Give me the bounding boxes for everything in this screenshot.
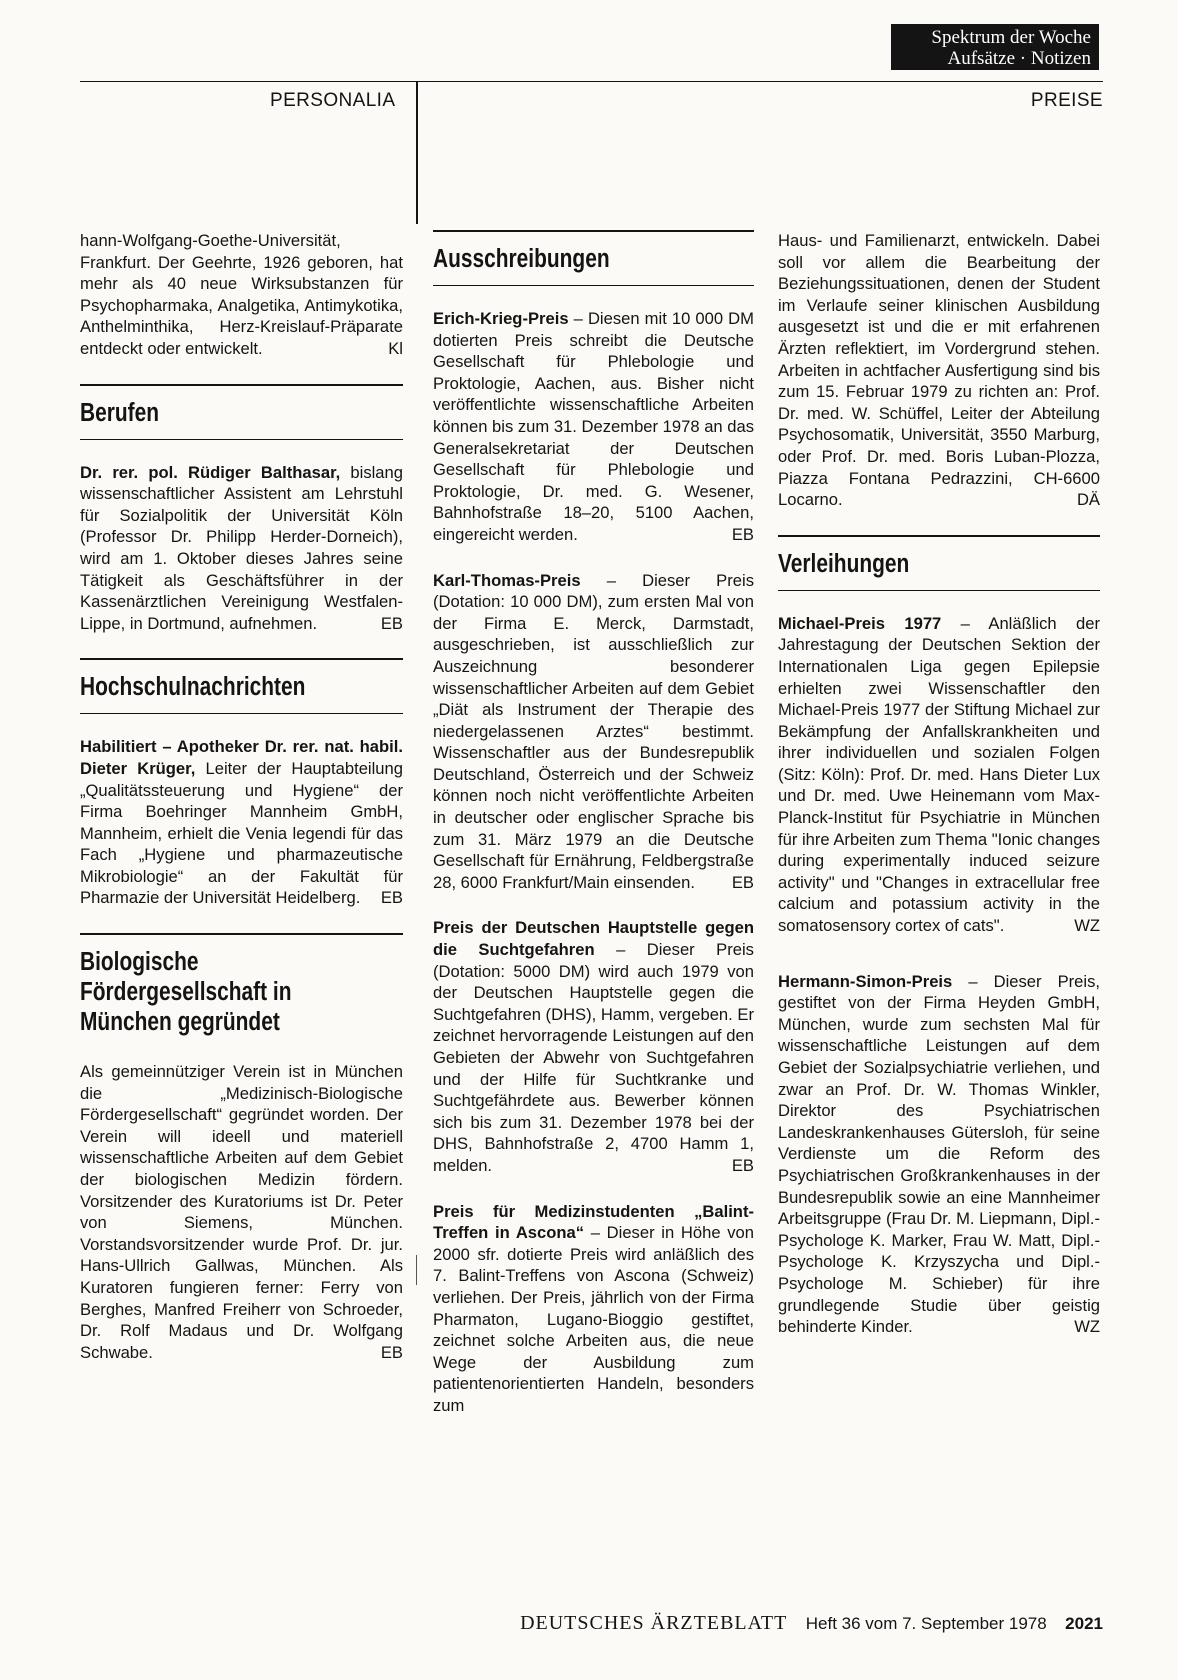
news-item-habilitiert [80,736,403,909]
section-tag-line1: Spektrum der Woche [931,27,1091,48]
heading-underline [433,285,754,286]
award-item-text: – Anläßlich der Jahrestagung der Deutschen Sektion der Internationalen Liga gegen Epilepsie erhielten zwei Wissenschaftler den Michael-Preis 1977 der Stiftung Michael zur Bekämpfung der Anfallskrankheiten und ihrer individuellen und sozialen Folgen (Sitz: Köln): Prof. Dr. med. Hans Dieter Lux und Dr. med. Uwe Heinemann vom Max-Planck-Institut für Psychiatrie in München für ihre Arbeiten zum Thema "Ionic changes during experimentally induced seizure activity" und "Changes in extracellular free calcium and potassium activity in the somatosensory cortex of cats". [778,613,1101,936]
prize-item-lead: Karl-Thomas-Preis [433,570,581,590]
news-item-lead: Habilitiert – Apotheker Dr. rer. nat. habil. Dieter Krüger, [80,737,403,778]
section-heading-verleihungen: Verleihungen [778,549,910,578]
section-rule [80,658,403,660]
header-rule [80,81,1103,82]
heading-underline [80,439,403,440]
author-initials: EB [731,872,754,892]
section-rule [80,933,403,935]
author-initials: EB [731,1155,754,1175]
prize-item-erich-krieg [433,308,754,546]
heading-underline [80,713,403,714]
page-footer [420,1612,1103,1635]
prize-item-karl-thomas [433,570,754,894]
prize-item-lead: Preis der Deutschen Hauptstelle gegen die Suchtgefahren [433,918,754,960]
author-initials: EB [380,888,403,908]
article-body [80,1061,403,1363]
section-heading-ausschreibungen: Ausschreibungen [433,245,610,273]
heading-underline [778,590,1100,591]
article-heading-biologische [80,947,345,1037]
article-heading-line: München gegründet [80,1008,280,1037]
prize-item-balint [433,1201,754,1417]
prize-item-text: – Dieser Preis (Dotation: 10 000 DM), zum ersten Mal von der Firma E. Merck, Darmstadt, ausgeschrieben, ist ausschließlich zur Auszeichnung besonderer wissenschaftlicher Arbeiten auf dem Gebiet „Diät als Instrument der Therapie des niedergelassenen Arztes“ bestimmt. Wissenschaftler aus der Bundesrepublik Deutschland, Österreich und der Schweiz können noch nicht veröffentlichte Arbeiten in deutscher oder englischer Sprache bis zum 31. März 1979 an die Deutsche Gesellschaft für Ernährung, Feldbergstraße 28, 6000 Frankfurt/Main einsenden. [433,570,754,892]
prize-item-text: – Dieser in Höhe von 2000 sfr. dotierte Preis wird anläßlich des 7. Balint-Treffens von Ascona (Schweiz) verliehen. Der Preis, jährlich von der Firma Pharmaton, Lugano-Bioggio gestiftet, zeichnet solche Arbeiten aus, die neue Wege der Ausbildung zum patientenorientierten Handeln, besonders zum [433,1223,754,1415]
section-rule [80,384,403,386]
page-number: 2021 [1065,1614,1103,1633]
article-heading-line: Biologische [80,948,199,977]
author-initials: EB [731,524,754,544]
author-initials: WZ [1074,916,1100,936]
award-item-text: – Dieser Preis, gestiftet von der Firma Heyden GmbH, München, wurde zum sechsten Mal für wissenschaftliche Leistungen auf dem Gebiet der Sozialpsychiatrie verliehen, und zwar an Prof. Dr. W. Thomas Winkler, Direktor des Psychiatrischen Landeskrankenhauses Gütersloh, für seine Verdienste um die Reform des Psychiatrischen Großkrankenhauses in der Bundesrepublik sowie an eine Mannheimer Arbeitsgruppe (Frau Dr. M. Liepmann, Dipl.-Psychologe K. Marker, Frau W. Matt, Dipl.-Psychologe K. Krzyszycha und Dipl.-Psychologe M. Schieber) für ihre grundlegende Studie über geistig behinderte Kinder. [778,971,1100,1337]
article-text: Als gemeinnütziger Verein ist in München die „Medizinisch-Biologische Fördergesellschaft“ gegründet worden. Der Verein will ideell und materiell wissenschaftliche Arbeiten auf dem Gebiet der biologischen Medizin fördern. Vorsitzender des Kuratoriums ist Dr. Peter von Siemens, München. Vorstandsvorsitzender wurde Prof. Dr. jur. Hans-Ullrich Gallwas, München. Als Kuratoren fungieren ferner: Ferry von Berghes, Manfred Freiherr von Schroeder, Dr. Rolf Madaus und Dr. Wolfgang Schwabe. [80,1062,403,1362]
journal-name: DEUTSCHES ÄRZTEBLATT [520,1612,788,1634]
section-heading-berufen: Berufen [80,398,160,427]
section-rule [433,230,754,232]
prize-item-balint-continuation [778,230,1100,511]
section-tag-line2: Aufsätze · Notizen [947,48,1091,69]
section-rule [778,535,1100,537]
author-initials: DÄ [1076,490,1100,510]
news-item-text: Leiter der Hauptabteilung „Qualitätssteuerung und Hygiene“ der Firma Boehringer Mannheim GmbH, Mannheim, erhielt die Venia legendi für das Fach „Hygiene und pharmazeutische Mikrobiologie“ an der Fakultät für Pharmazie der Universität Heidelberg. [80,758,403,908]
author-initials: Kl [388,338,403,358]
prize-item-text: Haus- und Familienarzt, entwickeln. Dabei soll vor allem die Bearbeitung der Beziehungssituationen, denen der Student im Verlaufe seiner klinischen Ausbildung ausgesetzt ist und die er mit erfahrenen Ärzten reflektiert, im Vordergrund stehen. Arbeiten in achtfacher Ausfertigung sind bis zum 15. Februar 1979 zu richten an: Prof. Dr. med. W. Schüffel, Leiter der Abteilung Psychosomatik, Universität, 3550 Marburg, oder Prof. Dr. med. Boris Luban-Plozza, Piazza Fontana Pedrazzini, CH-6600 Locarno. [778,231,1100,510]
article-text: hann-Wolfgang-Goethe-Universität, Frankfurt. Der Geehrte, 1926 geboren, hat mehr als 40 neue Wirksubstanzen für Psychopharmaka, Analgetika, Antimykotika, Anthelminthika, Herz-Kreislauf-Präparate entdeckt oder entwickelt. [80,231,403,358]
prize-item-text: – Diesen mit 10 000 DM dotierten Preis schreibt die Deutsche Gesellschaft für Phlebologie und Proktologie, Aachen, aus. Bisher nicht veröffentlichte wissenschaftliche Arbeiten können bis zum 31. Dezember 1978 an das Generalsekretariat der Deutschen Gesellschaft für Phlebologie und Proktologie, Dr. med. G. Wesener, Bahnhofstraße 18–20, 5100 Aachen, eingereicht werden. [433,309,755,544]
prize-item-suchtgefahren [433,917,754,1176]
award-item-lead: Michael-Preis 1977 [778,613,942,633]
section-heading-hochschulnachrichten: Hochschulnachrichten [80,673,306,702]
section-tag [891,24,1099,70]
section-label-preise: PREISE [1030,90,1103,111]
article-continuation [80,230,403,360]
author-initials: EB [380,1342,403,1362]
column-3 [778,230,1100,1338]
author-initials: WZ [1074,1317,1100,1337]
issue-info: Heft 36 vom 7. September 1978 [805,1614,1047,1633]
news-item-berufen [80,462,403,635]
author-initials: EB [380,613,403,633]
column-divider-mark [416,1255,417,1285]
prize-item-lead: Preis für Medizinstudenten „Balint-Treffen in Ascona“ [433,1201,754,1243]
award-item-lead: Hermann-Simon-Preis [778,971,953,991]
award-item-hermann-simon [778,971,1100,1338]
news-item-lead: Dr. rer. pol. Rüdiger Balthasar, [80,462,341,482]
section-label-personalia: PERSONALIA [270,90,396,111]
article-heading-line: Fördergesellschaft in [80,978,292,1007]
column-2 [433,230,754,1417]
award-item-michael [778,613,1100,937]
prize-item-lead: Erich-Krieg-Preis [433,309,569,328]
column-divider [416,81,418,224]
column-1 [80,230,403,1363]
news-item-text: bislang wissenschaftlicher Assistent am Lehrstuhl für Sozialpolitik der Universität Köln (Professor Dr. Philipp Herder-Dorneich), wird am 1. Oktober dieses Jahres seine Tätigkeit als Geschäftsführer in der Kassenärztlichen Vereinigung Westfalen-Lippe, in Dortmund, aufnehmen. [80,462,403,633]
prize-item-text: – Dieser Preis (Dotation: 5000 DM) wird auch 1979 von der Deutschen Hauptstelle gegen die Suchtgefahren (DHS), Hamm, vergeben. Er zeichnet hervorragende Leistungen auf den Gebieten der Abwehr von Suchtgefahren und der Hilfe für Suchtkranke und Suchtgefährdete aus. Bewerber können sich bis zum 31. Dezember 1978 bei der DHS, Bahnhofstraße 2, 4700 Hamm 1, melden. [433,940,754,1175]
